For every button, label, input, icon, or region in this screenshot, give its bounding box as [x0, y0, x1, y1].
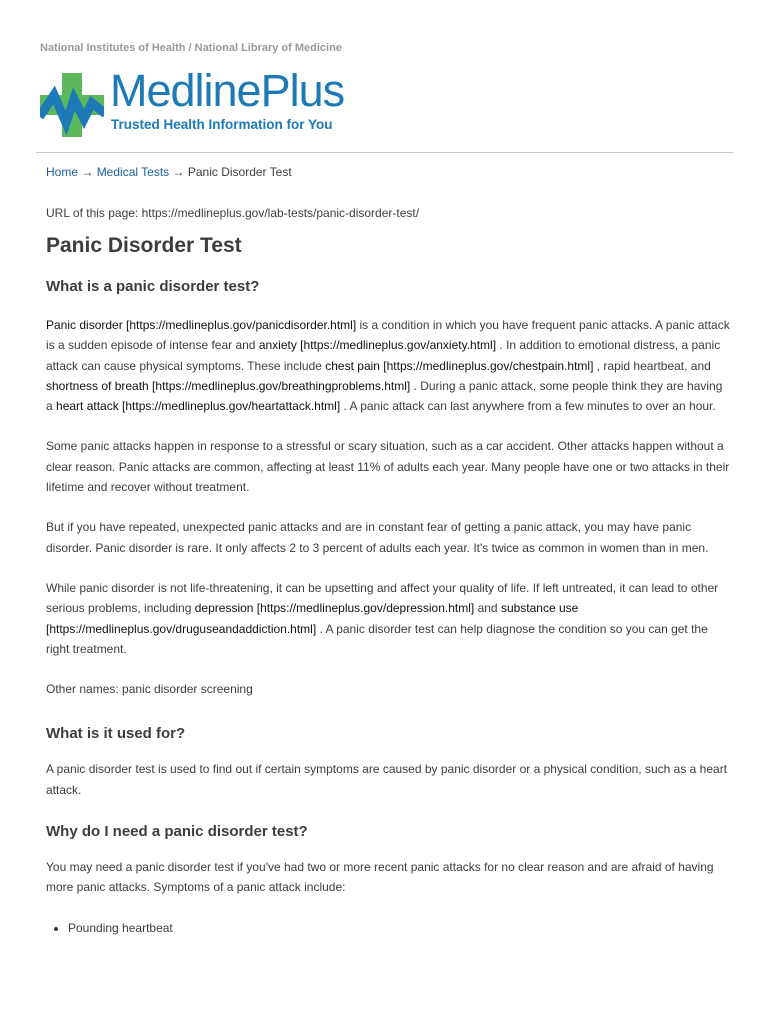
panic-disorder-link[interactable]: Panic disorder [https://medlineplus.gov/panicdisorder.html]: [46, 318, 357, 332]
breadcrumb-separator: →: [78, 165, 97, 179]
logo-tagline: Trusted Health Information for You: [111, 117, 333, 132]
main-content: [46, 163, 730, 938]
medlineplus-logo[interactable]: [40, 65, 350, 141]
breadcrumb-separator: →: [169, 165, 188, 179]
org-label: National Institutes of Health / National Library of Medicine: [40, 42, 342, 54]
page-url: URL of this page: https://medlineplus.gov/lab-tests/panic-disorder-test/: [46, 206, 420, 220]
anxiety-link[interactable]: anxiety [https://medlineplus.gov/anxiety.html]: [258, 338, 497, 353]
heart-attack-link[interactable]: heart attack [https://medlineplus.gov/heartattack.html]: [56, 399, 341, 414]
depression-link[interactable]: depression [https://medlineplus.gov/depression.html]: [194, 601, 475, 616]
breadcrumb-current: Panic Disorder Test: [187, 165, 292, 179]
paragraph-untreated-problems: While panic disorder is not life-threatening, it can be upsetting and affect your quality of life. If left untreated, it can lead to other serious problems, including depression [https://medlineplus.gov/depression.html] and substance use [https://medlineplus.gov/druguseandaddiction.html] . A panic disorder test can help diagnose the condition so you can get the right treatment.: [46, 580, 719, 656]
chest-pain-link[interactable]: chest pain [https://medlineplus.gov/chestpain.html]: [325, 358, 594, 373]
paragraph-panic-disorder-rare: But if you have repeated, unexpected panic attacks and are in constant fear of getting a panic attack, you may have panic disorder. Panic disorder is rare. It only affects 2 to 3 percent of adults each year. It's twice as common in women than in men.: [46, 520, 709, 555]
paragraph-used-for: A panic disorder test is used to find out if certain symptoms are caused by panic disorder or a physical condition, such as a heart attack.: [46, 762, 728, 797]
section-heading-used-for: What is it used for?: [46, 725, 186, 743]
symptom-list: [46, 918, 730, 938]
list-item: • Pounding heartbeat: [68, 918, 730, 938]
substance-use-link[interactable]: substance use [https://medlineplus.gov/druguseandaddiction.html]: [46, 601, 579, 636]
paragraph-why-need: You may need a panic disorder test if you've had two or more recent panic attacks for no clear reason and are afraid of having more panic attacks. Symptoms of a panic attack include:: [46, 860, 714, 895]
medlineplus-logo-icon: [40, 73, 104, 137]
breadcrumb: [46, 163, 730, 181]
breadcrumb-medical-tests-link[interactable]: Medical Tests: [96, 165, 170, 179]
header-divider: [36, 152, 733, 153]
shortness-of-breath-link[interactable]: shortness of breath [https://medlineplus.gov/breathingproblems.html]: [46, 378, 411, 393]
section-heading-what-is: What is a panic disorder test?: [46, 278, 260, 295]
page-title: Panic Disorder Test: [46, 234, 242, 257]
paragraph-panic-disorder-intro: Panic disorder [https://medlineplus.gov/panicdisorder.html] is a condition in which you have frequent panic attacks. A panic attack is a sudden episode of intense fear and anxiety [https://medlineplus.gov/anxiety.html] . In addition to emotional distress, a panic attack can cause physical symptoms. These include chest pain [https://medlineplus.gov/chestpain.html] , rapid heartbeat, and shortness of breath [https://medlineplus.gov/breathingproblems.html] . During a panic attack, some people think they are having a heart attack [https://medlineplus.gov/heartattack.html] . A panic attack can last anywhere from a few minutes to over an hour.: [46, 318, 730, 414]
breadcrumb-home-link[interactable]: Home: [46, 165, 79, 179]
logo-wordmark: MedlinePlus: [110, 65, 345, 116]
section-heading-why-need: Why do I need a panic disorder test?: [46, 823, 308, 841]
paragraph-panic-attacks-common: Some panic attacks happen in response to a stressful or scary situation, such as a car accident. Other attacks happen without a clear reason. Panic attacks are common, affecting at least 11% of adults each year. Many people have one or two attacks in their lifetime and recover without treatment.: [46, 439, 730, 495]
other-names: Other names: panic disorder screening: [46, 682, 253, 697]
